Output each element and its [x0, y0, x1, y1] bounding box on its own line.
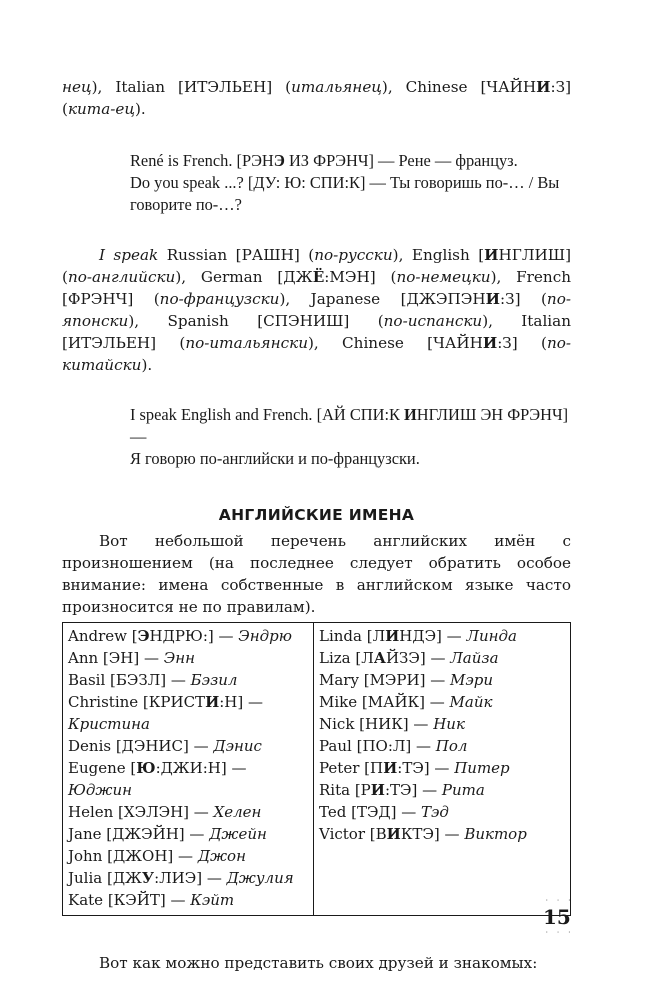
- names-table: [62, 622, 574, 916]
- name-entry: Rita [РИ:ТЭ] — Рита: [319, 781, 485, 799]
- name-entry: Victor [ВИКТЭ] — Виктор: [319, 825, 527, 843]
- section-heading: АНГЛИЙСКИЕ ИМЕНА: [218, 506, 415, 524]
- name-entry: Ann [ЭН] — Энн: [68, 649, 195, 667]
- page-body: [62, 76, 574, 974]
- page-number-ornament-bottom: · · ·: [545, 929, 574, 936]
- names-column-left: [63, 623, 314, 916]
- name-entry: Helen [ХЭЛЭН] — Хелен: [68, 803, 262, 821]
- section-intro: Вот небольшой перечень английских имён с произношением (на последнее следует обратить особое внимание: имена собственные в английском языке часто произносится не по правилам).: [62, 532, 571, 616]
- name-entry: Linda [ЛИНДЭ] — Линда: [319, 627, 517, 645]
- name-entry: Eugene [Ю:ДЖИ:Н] — Юджин: [68, 759, 247, 799]
- names-column-right: [314, 623, 574, 916]
- name-entry: Liza [ЛАЙЗЭ] — Лайза: [319, 649, 499, 667]
- page-number-ornament-top: · · ·: [545, 897, 574, 904]
- section-outro: Вот как можно представить своих друзей и знакомых:: [99, 954, 538, 972]
- name-entry: John [ДЖОН] — Джон: [68, 847, 246, 865]
- name-entry: Paul [ПО:Л] — Пол: [319, 737, 468, 755]
- paragraph-nationalities-continued: нец), Italian [ИТЭЛЬЕН] (итальянец), Chinese [ЧАЙНИ:З] (кита-ец).: [62, 78, 572, 118]
- name-entry: Mary [МЭРИ] — Мэри: [319, 671, 493, 689]
- name-entry: Andrew [ЭНДРЮ:] — Эндрю: [68, 627, 292, 645]
- name-entry: Julia [ДЖУ:ЛИЭ] — Джулия: [68, 869, 294, 887]
- name-entry: Ted [ТЭД] — Тэд: [319, 803, 449, 821]
- name-entry: Mike [МАЙК] — Майк: [319, 693, 493, 711]
- example-block-i-speak: I speak English and French. [АЙ СПИ:К ИНГЛИШ ЭН ФРЭНЧ] — Я говорю по-английски и по-французски.: [130, 405, 569, 468]
- name-entry: Peter [ПИ:ТЭ] — Питер: [319, 759, 510, 777]
- name-entry: Basil [БЭЗЛ] — Бэзил: [68, 671, 238, 689]
- page-number: 15: [543, 905, 571, 929]
- name-entry: Christine [КРИСТИ:Н] — Кристина: [68, 693, 264, 733]
- name-entry: Kate [КЭЙТ] — Кэйт: [68, 891, 235, 909]
- name-entry: Nick [НИК] — Ник: [319, 715, 465, 733]
- name-entry: Jane [ДЖЭЙН] — Джейн: [68, 825, 267, 843]
- name-entry: Denis [ДЭНИС] — Дэнис: [68, 737, 262, 755]
- paragraph-i-speak: I speak Russian [РАШН] (по-русски), English [ИНГЛИШ] (по-английски), German [ДЖЁ:МЭН] (по-немецки), French [ФРЭНЧ] (по-французски), Japanese [ДЖЭПЭНИ:З] (по-японски), Spanish [СПЭНИШ] (по-испански), Italian [ИТЭЛЬЕН] (по-итальянски), Chinese [ЧАЙНИ:З] (по-китайски).: [62, 246, 571, 374]
- example-block-french: René is French. [РЭНЭ ИЗ ФРЭНЧ] — Рене — француз. Do you speak ...? [ДУ: Ю: СПИ:К] — Ты говоришь по-… / Вы говорите по-…?: [130, 151, 560, 214]
